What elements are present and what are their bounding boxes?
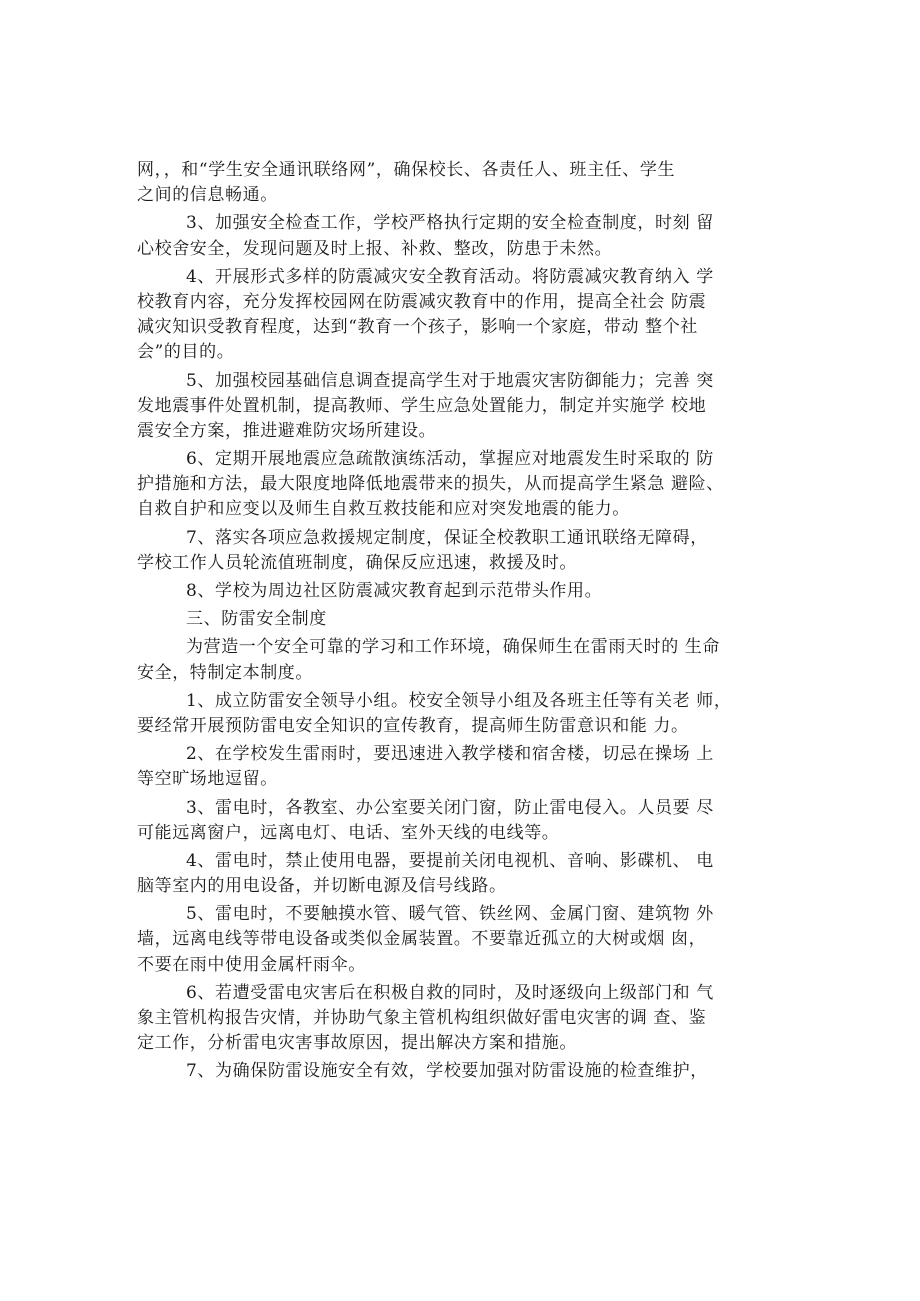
paragraph-start: 8、学校为周边社区防震减灾教育起到示范带头作用。 [186,581,603,601]
text-line: 不要在雨中使用金属杆雨伞。 [137,954,366,975]
text-line: 网，，和“学生安全通讯联络网”，确保校长、各责任人、班主任、学生 [137,160,676,180]
paragraph-start: 5、加强校园基础信息调查提高学生对于地震灾害防御能力；完善 突 [186,370,714,391]
paragraph-start: 3、加强安全检查工作，学校严格执行定期的安全检查制度，时刻 留 [186,213,714,234]
text-line: 自救自护和应变以及师生自救互救技能和应对突发地震的能力。 [137,499,630,520]
text-line: 象主管机构报告灾情，并协助气象主管机构组织做好雷电灾害的调 查、鉴 [137,1008,707,1028]
text-line: 安全，特制定本制度。 [137,662,313,683]
text-line: 震安全方案，推进避难防灾场所建设。 [137,420,437,441]
section-heading: 三、防雷安全制度 [186,609,327,630]
text-line: 发地震事件处置机制，提高教师、学生应急处置能力，制定并实施学 校地 [137,395,707,416]
text-line: 之间的信息畅通。 [137,185,278,206]
paragraph-start: 4、开展形式多样的防震减灾安全教育活动。将防震减灾教育纳入 学 [186,266,714,287]
text-line: 会”的目的。 [137,342,235,363]
paragraph-start: 6、定期开展地震应急疏散演练活动，掌握应对地震发生时采取的 防 [186,449,714,470]
text-line: 定工作，分析雷电灾害事故原因，提出解决方案和措施。 [137,1033,577,1054]
text-line: 可能远离窗户，远离电灯、电话、室外天线的电线等。 [137,822,560,843]
paragraph-start: 7、为确保防雷设施安全有效，学校要加强对防雷设施的检查维护， [186,1061,708,1082]
text-line: 脑等室内的用电设备，并切断电源及信号线路。 [137,876,507,897]
paragraph-start: 1、成立防雷安全领导小组。校安全领导小组及各班主任等有关老 师， [186,690,732,711]
paragraph-start: 4、雷电时，禁止使用电器，要提前关闭电视机、音响、影碟机、 电 [186,850,714,871]
paragraph-start: 3、雷电时，各教室、办公室要关闭门窗，防止雷电侵入。人员要 尽 [186,797,714,818]
paragraph-start: 6、若遭受雷电灾害后在积极自救的同时，及时逐级向上级部门和 气 [186,982,714,1003]
paragraph-start: 5、雷电时，不要触摸水管、暖气管、铁丝网、金属门窗、建筑物 外 [186,904,714,925]
text-line: 学校工作人员轮流值班制度，确保反应迅速，救援及时。 [137,552,577,573]
text-line: 护措施和方法，最大限度地降低地震带来的损失，从而提高学生紧急 避险、 [137,474,724,495]
document-body [137,158,787,1085]
paragraph-start: 7、落实各项应急救援规定制度，保证全校教职工通讯联络无障碍， [186,527,708,548]
text-line: 校教育内容，充分发挥校园网在防震减灾教育中的作用，提高全社会 防震 [137,291,707,312]
text-line: 等空旷场地逗留。 [137,769,278,790]
text-line: 心校舍安全，发现问题及时上报、补救、整改，防患于未然。 [137,238,613,259]
text-line: 减灾知识受教育程度，达到“教育一个孩子，影响一个家庭，带动 整个社 [137,317,698,338]
text-line: 墙，远离电线等带电设备或类似金属装置。不要靠近孤立的大树或烟 囱， [137,929,707,950]
paragraph-start: 2、在学校发生雷雨时，要迅速进入教学楼和宿舍楼，切忌在操场 上 [186,744,714,765]
text-line: 要经常开展预防雷电安全知识的宣传教育，提高师生防雷意识和能 力。 [137,715,689,736]
paragraph-start: 为营造一个安全可靠的学习和工作环境，确保师生在雷雨天时的 生命 [186,637,721,658]
